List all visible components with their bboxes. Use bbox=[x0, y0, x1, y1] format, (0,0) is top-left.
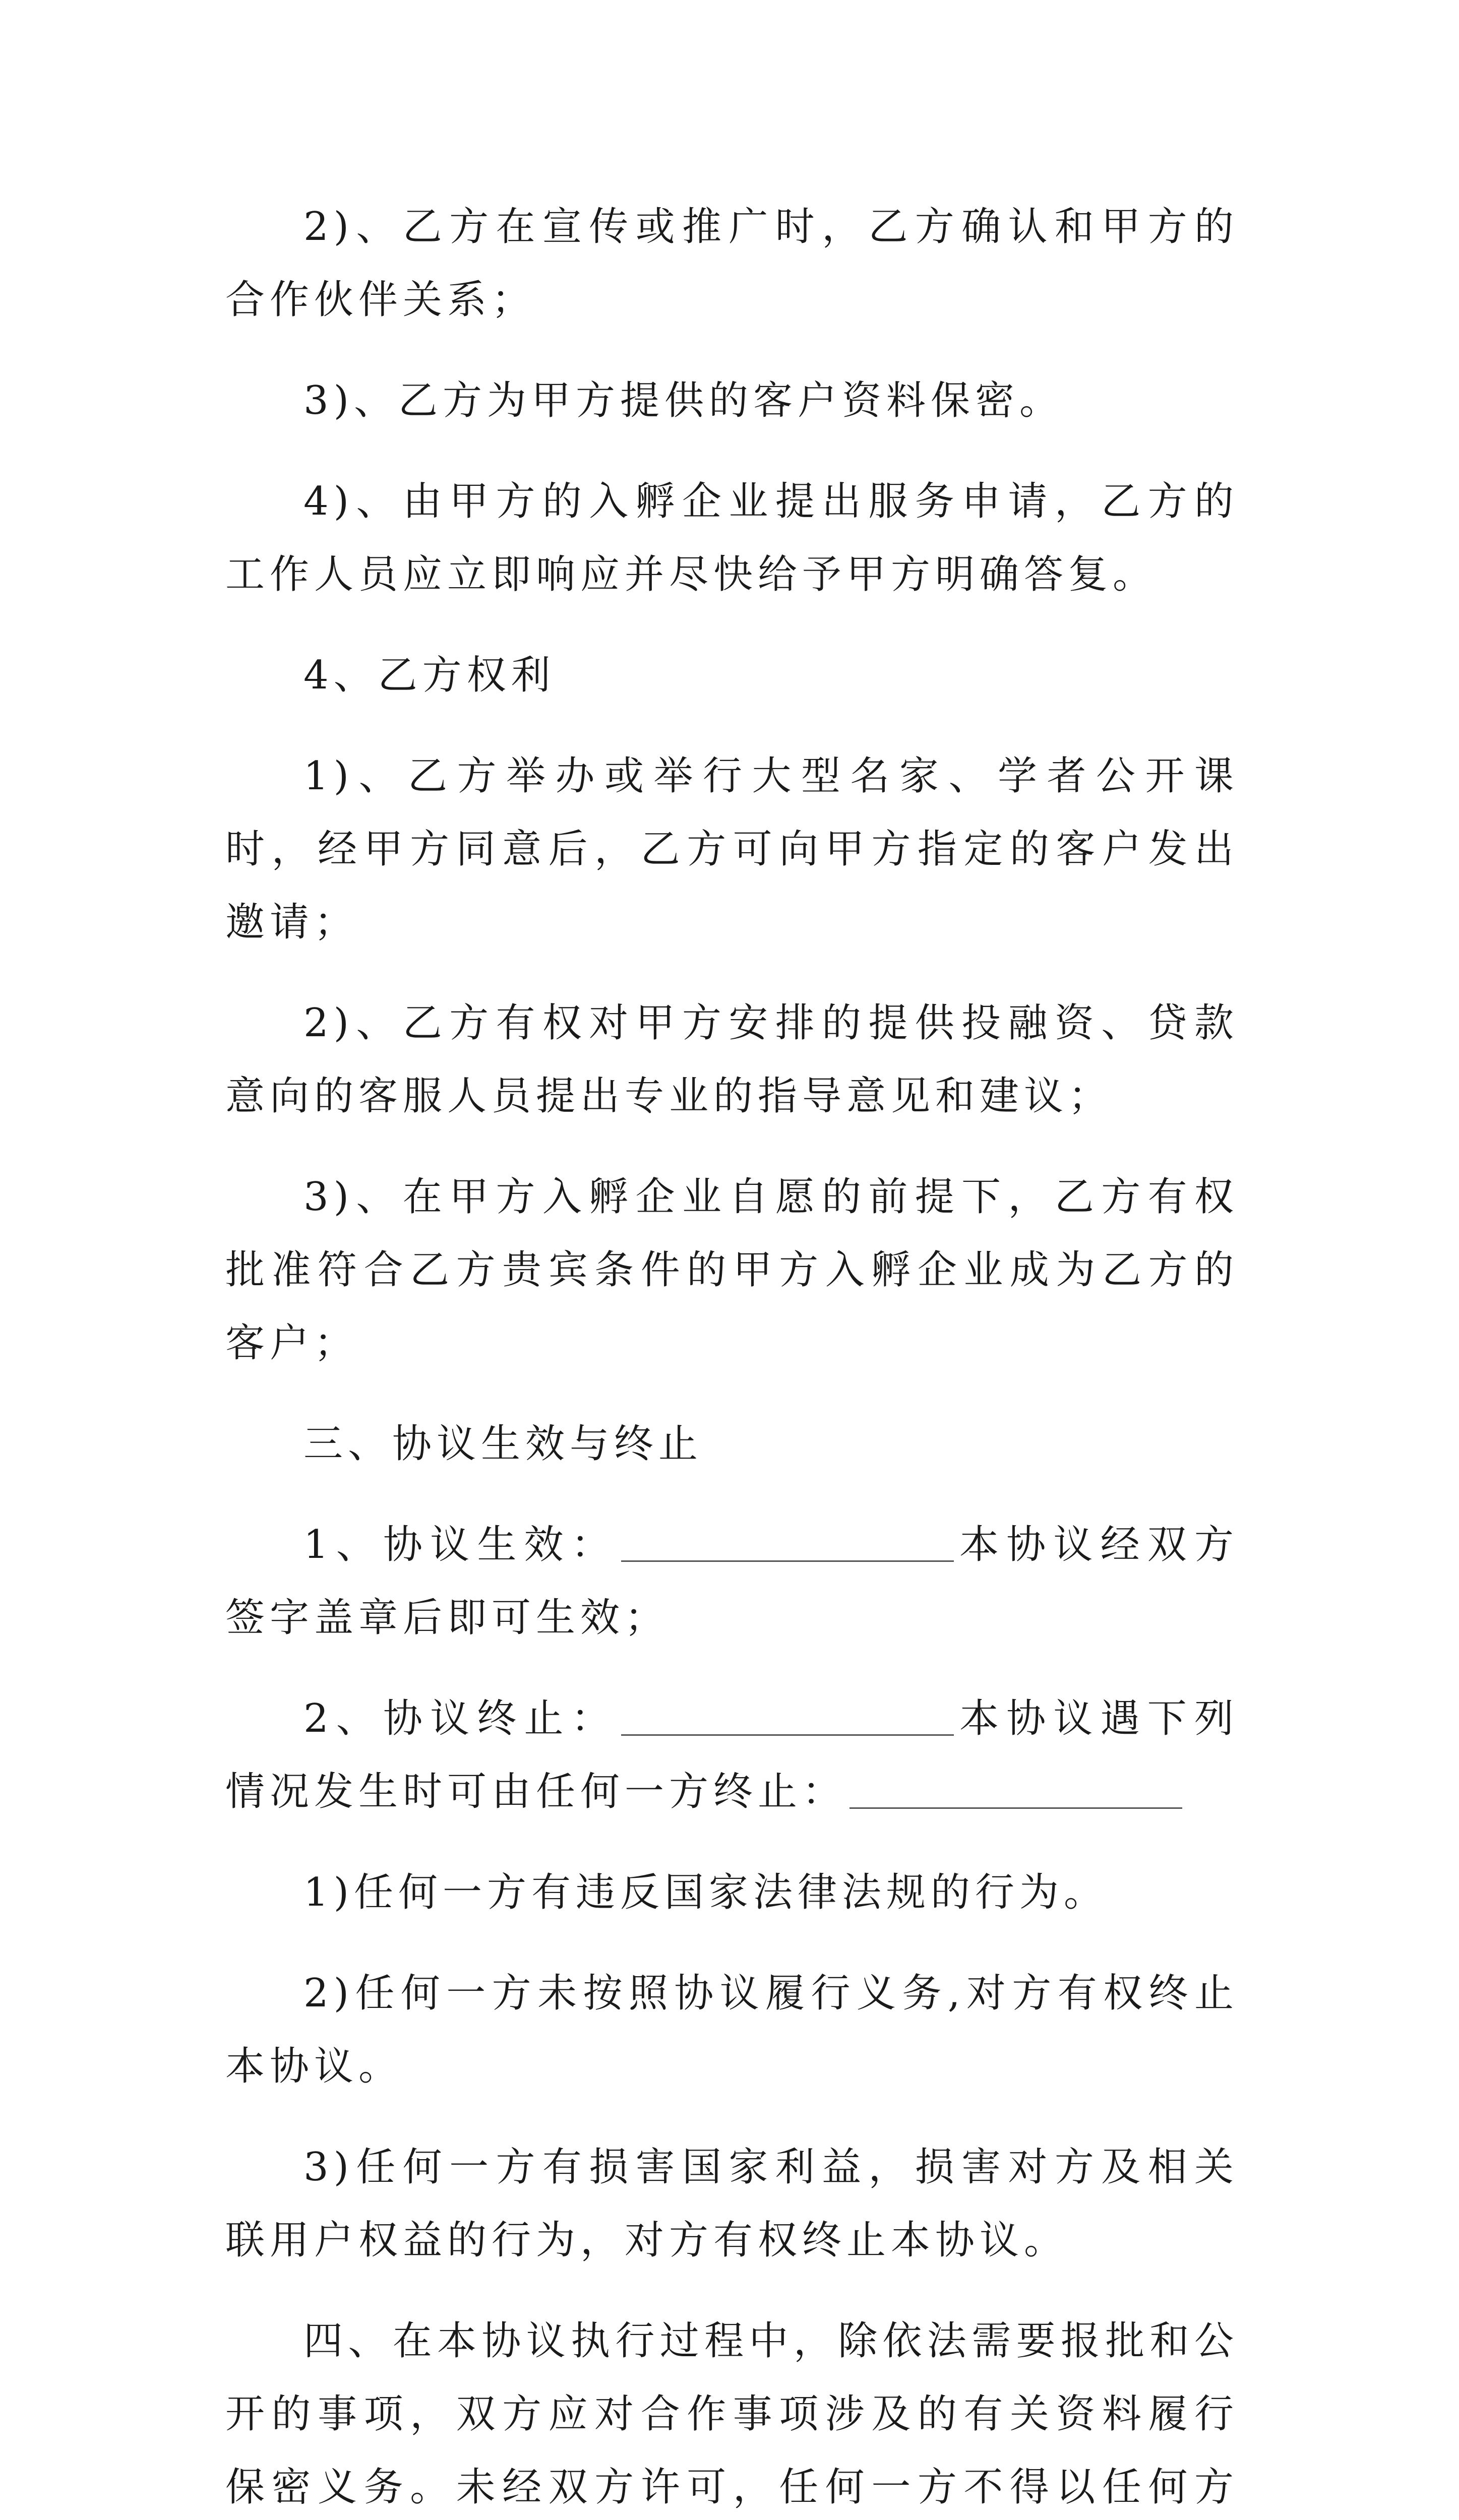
section-effect-termination-heading: 三、协议生效与终止 bbox=[303, 1421, 703, 1467]
rights-3-vip-clients: 3)、在甲方入孵企业自愿的前提下，乙方有权批准符合乙方贵宾条件的甲方入孵企业成为乙方的客户； bbox=[225, 1174, 1239, 1366]
termination-text: 本协议遇下列情况发生时可由任何一方终止： bbox=[225, 1696, 1239, 1814]
clause-4-service-response: 4)、由甲方的入孵企业提出服务申请，乙方的工作人员应立即响应并尽快给予甲方明确答复。 bbox=[225, 479, 1239, 597]
termination-label: 2、协议终止： bbox=[303, 1696, 618, 1741]
termination-blank-line-2 bbox=[849, 1757, 1182, 1809]
effect-text: 本协议经双方签字盖章后即可生效； bbox=[225, 1522, 1239, 1641]
termination-item-1: 1)任何一方有违反国家法律法规的行为。 bbox=[303, 1870, 1109, 1915]
rights-2-guidance: 2)、乙方有权对甲方安排的提供投融资、贷款意向的客服人员提出专业的指导意见和建议； bbox=[225, 1000, 1239, 1119]
effect-clause bbox=[225, 1508, 1239, 1655]
section-confidentiality: 四、在本协议执行过程中，除依法需要报批和公开的事项，双方应对合作事项涉及的有关资料履行保密义务。未经双方许可，任何一方不得以任何方 bbox=[225, 2318, 1239, 2510]
termination-clause bbox=[225, 1682, 1239, 1829]
termination-item-2: 2)任何一方未按照协议履行义务,对方有权终止本协议。 bbox=[225, 1971, 1239, 2089]
clause-3-confidential-clients: 3)、乙方为甲方提供的客户资料保密。 bbox=[303, 378, 1064, 423]
document-body bbox=[225, 191, 1239, 2520]
termination-blank-line-1 bbox=[621, 1684, 954, 1736]
section-party-b-rights-heading: 4、乙方权利 bbox=[303, 653, 556, 698]
effect-label: 1、协议生效： bbox=[303, 1522, 618, 1567]
effect-blank-line bbox=[621, 1510, 954, 1562]
rights-1-invitations: 1)、乙方举办或举行大型名家、学者公开课时，经甲方同意后，乙方可向甲方指定的客户发出邀请； bbox=[225, 753, 1239, 945]
termination-item-3: 3)任何一方有损害国家利益，损害对方及相关联用户权益的行为，对方有权终止本协议。 bbox=[225, 2145, 1239, 2263]
clause-2-partnership: 2)、乙方在宣传或推广时，乙方确认和甲方的合作伙伴关系； bbox=[225, 204, 1239, 323]
